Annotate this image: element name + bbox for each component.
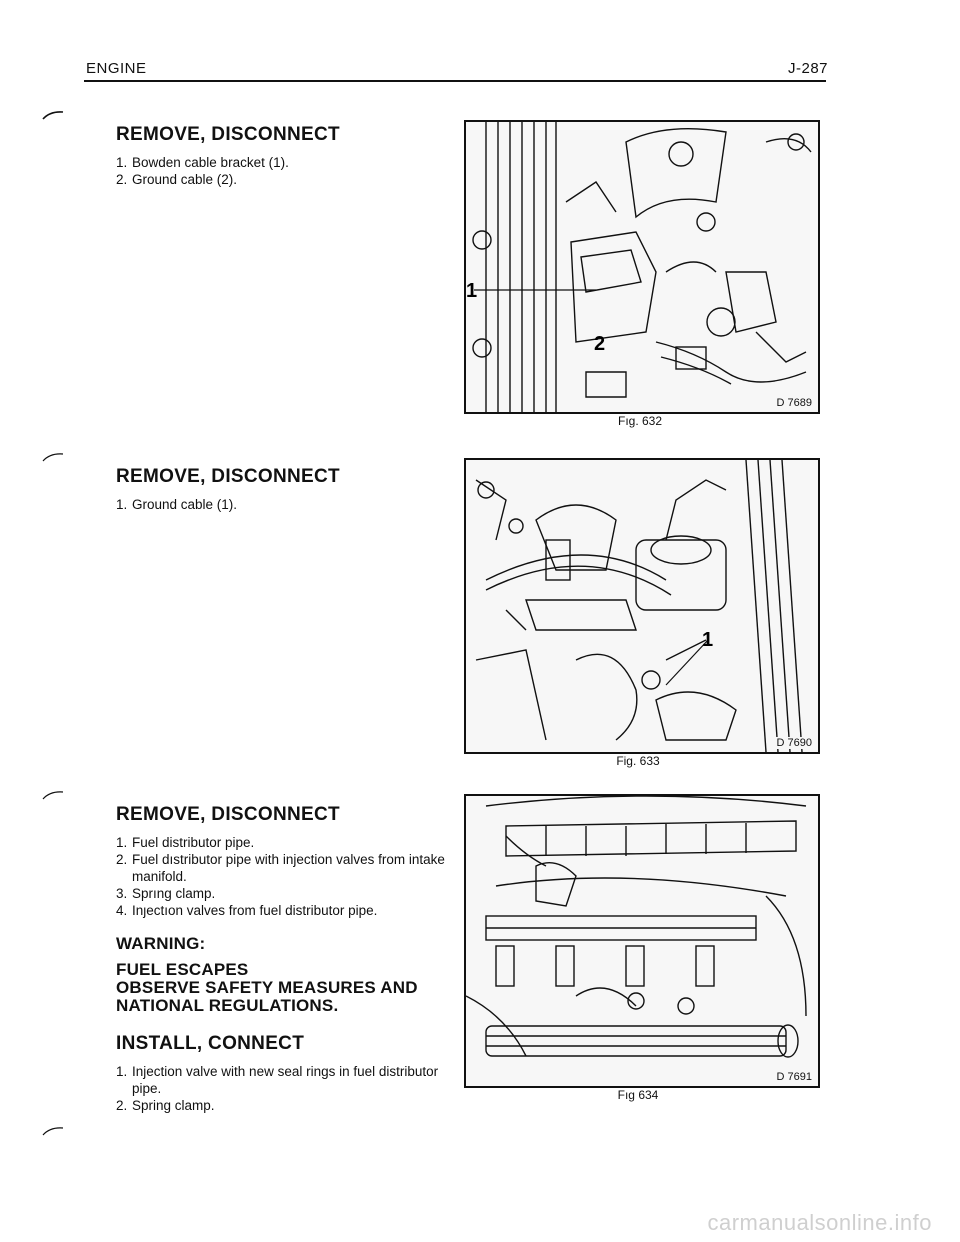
- install-step-list: [116, 1063, 446, 1114]
- fuel-distributor-illustration: [466, 796, 818, 1086]
- section-title: ENGINE: [86, 60, 147, 77]
- install-heading: INSTALL, CONNECT: [116, 1033, 305, 1054]
- warning-line: NATIONAL REGULATIONS.: [116, 996, 339, 1015]
- step-list: [116, 154, 436, 188]
- step-item: 1. Injection valve with new seal rings in fuel distributor pipe.: [116, 1064, 439, 1096]
- warning-line: FUEL ESCAPES: [116, 960, 249, 979]
- step-item: 3. Sprıng clamp.: [116, 886, 216, 901]
- engine-bracket-illustration: [466, 122, 818, 412]
- procedure-block-1: [116, 124, 436, 188]
- step-item: 4. Inȷectıon valves from fuel distributor pipe.: [116, 903, 378, 918]
- step-item: 2. Ground cable (2).: [116, 172, 238, 187]
- header-rule: [84, 80, 826, 82]
- drawing-code: D 7690: [776, 737, 812, 749]
- drawing-code: D 7689: [776, 397, 812, 409]
- page-number: J-287: [788, 60, 829, 77]
- binding-mark-icon: [42, 110, 64, 120]
- figure-caption: Fıg. 632: [617, 414, 663, 428]
- block-heading: REMOVE, DISCONNECT: [116, 804, 340, 825]
- step-item: 1. Fuel distributor pipe.: [116, 835, 255, 850]
- warning-title: WARNING:: [116, 934, 206, 953]
- binding-mark-icon: [42, 452, 64, 462]
- drawing-code: D 7691: [776, 1071, 812, 1083]
- step-item: 1. Ground cable (1).: [116, 497, 238, 512]
- warning-line: OBSERVE SAFETY MEASURES AND: [116, 978, 418, 997]
- ground-cable-illustration: [466, 460, 818, 752]
- step-list: [116, 834, 446, 919]
- procedure-block-2: [116, 466, 436, 513]
- figure-caption: Fıg 634: [617, 1088, 659, 1102]
- binding-mark-icon: [42, 1126, 64, 1136]
- callout-1: 1: [466, 280, 478, 302]
- step-list: [116, 496, 436, 513]
- figure-caption: Fig. 633: [616, 754, 660, 768]
- callout-1: 1: [702, 629, 714, 651]
- warning-box: [116, 935, 446, 1015]
- block-heading: REMOVE, DISCONNECT: [116, 124, 340, 145]
- figure-632: [464, 120, 820, 414]
- callout-2: 2: [594, 333, 606, 355]
- procedure-block-3: [116, 804, 446, 1114]
- step-item: 2. Fuel dıstributor pipe with injection valves from intake manifold.: [116, 852, 445, 884]
- figure-634: [464, 794, 820, 1088]
- block-heading: REMOVE, DISCONNECT: [116, 466, 340, 487]
- figure-633: [464, 458, 820, 754]
- step-item: 2. Spring clamp.: [116, 1098, 215, 1113]
- watermark: carmanualsonline.info: [707, 1210, 932, 1235]
- binding-mark-icon: [42, 790, 64, 800]
- step-item: 1. Bowden cable bracket (1).: [116, 155, 289, 170]
